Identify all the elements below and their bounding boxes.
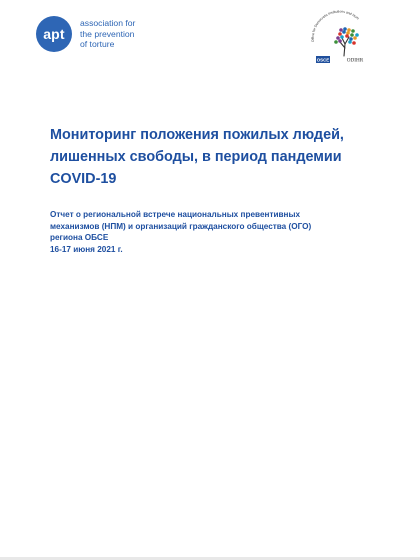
tree-leaf — [334, 40, 338, 44]
tree-leaf — [353, 36, 357, 40]
odihr-label: ODIHR — [346, 57, 364, 64]
apt-logo — [36, 16, 135, 52]
odihr-arc-text: Office for Democratic Institutions and Hum — [310, 9, 360, 43]
tree-leaf — [350, 33, 354, 37]
tree-leaf — [336, 36, 340, 40]
subtitle-line-3: региона ОБСЕ — [50, 233, 109, 243]
tree-leaf — [351, 29, 355, 33]
document-title — [50, 124, 380, 190]
subtitle-line-1: Отчет о региональной встрече национальных превентивных — [50, 210, 301, 219]
document-subtitle — [50, 209, 370, 255]
title-line-3: COVID-19 — [50, 171, 117, 187]
tree-leaf — [339, 28, 343, 32]
apt-logo-text — [80, 18, 135, 50]
tree-leaf — [347, 28, 351, 32]
apt-logo-line-1: association for — [80, 18, 136, 29]
osce-odihr-logo — [300, 4, 372, 68]
tree-leaf — [340, 35, 344, 39]
apt-logo-line-3: of torture — [80, 39, 115, 50]
apt-logo-mark: apt — [36, 16, 72, 52]
tree-leaf — [348, 40, 352, 44]
odihr-tree-emblem — [300, 4, 372, 68]
tree-leaf — [338, 32, 342, 36]
tree-leaf — [343, 27, 347, 31]
tree-leaf — [355, 33, 359, 37]
apt-logo-line-2: the prevention — [80, 28, 135, 39]
tree-leaf — [352, 41, 356, 45]
subtitle-date: 16-17 июня 2021 г. — [50, 244, 123, 254]
tree-leaf — [345, 34, 349, 38]
tree-leaf — [338, 39, 342, 43]
title-line-2: лишенных свободы, в период пандемии — [50, 149, 342, 165]
title-line-1: Мониторинг положения пожилых людей, — [50, 127, 344, 143]
subtitle-line-2: механизмов (НПМ) и организаций гражданского общества (ОГО) — [50, 221, 312, 231]
osce-label: OSCE — [316, 57, 330, 63]
